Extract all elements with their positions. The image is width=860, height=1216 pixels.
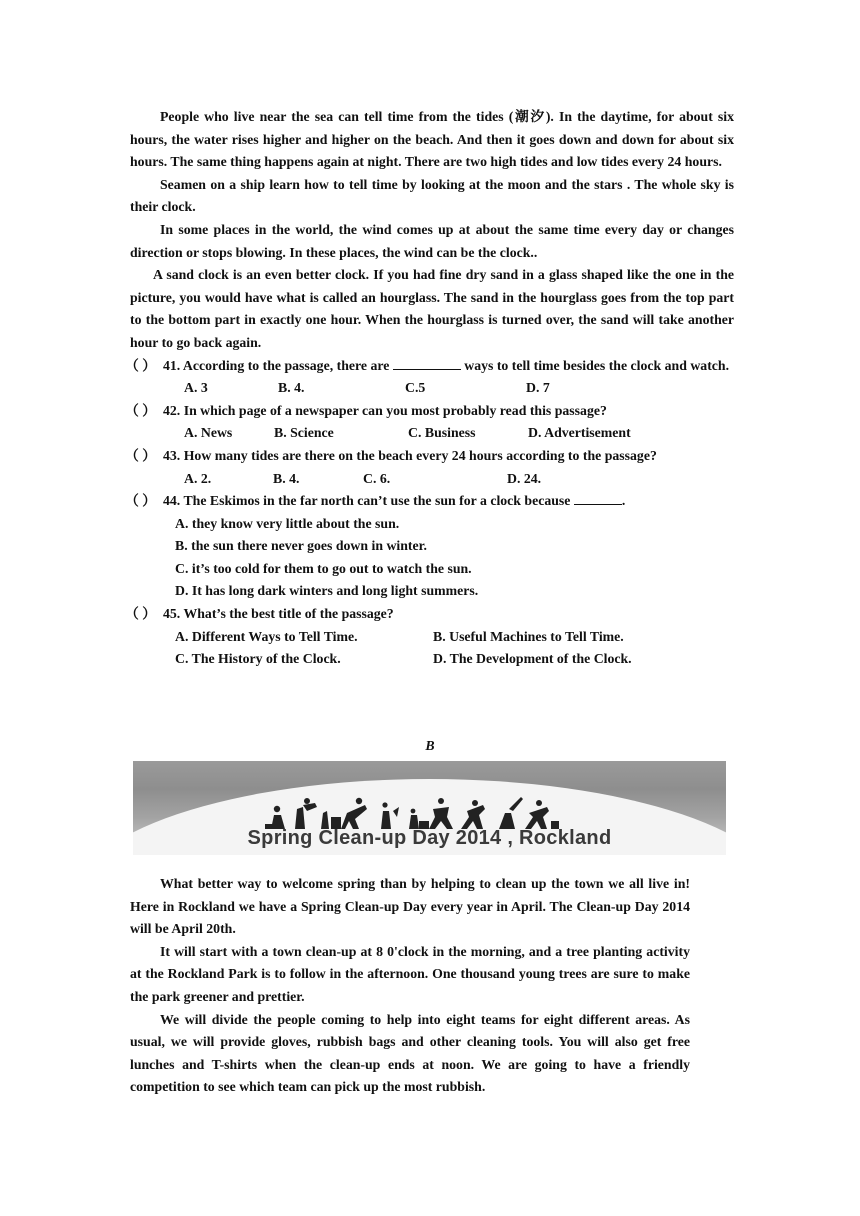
- answer-bracket[interactable]: （ ）: [125, 493, 157, 509]
- answer-blank[interactable]: [393, 355, 461, 370]
- passage-b-paragraph-2: It will start with a town clean-up at 8 0'clock in the morning, and a tree planting activity at the Rockland Park is to follow in the afternoon. One thousand young trees are sure to make the park greener and prettier.: [130, 943, 690, 1004]
- passage-a-paragraph-3: In some places in the world, the wind comes up at about the same time every day or changes direction or stops blowing. In these places, the wind can be the clock..: [130, 221, 734, 260]
- option-d[interactable]: D. 24.: [507, 470, 542, 486]
- question-43-text: 43. How many tides are there on the beach every 24 hours according to the passage?: [163, 447, 657, 463]
- question-41: [125, 355, 734, 378]
- option-c[interactable]: C. it’s too cold for them to go out to watch the sun.: [175, 560, 472, 576]
- section-b-label: B: [425, 738, 435, 753]
- banner-title: Spring Clean-up Day 2014 , Rockland: [247, 827, 612, 849]
- question-42-options: [130, 422, 734, 445]
- option-b[interactable]: B. Science: [274, 425, 334, 441]
- option-a[interactable]: A. 2.: [184, 470, 212, 486]
- option-d[interactable]: D. The Development of the Clock.: [433, 651, 632, 667]
- option-b[interactable]: B. 4.: [278, 380, 305, 396]
- option-b[interactable]: B. 4.: [273, 470, 300, 486]
- passage-b-paragraph-1: What better way to welcome spring than by helping to clean up the town we all live in! Here in Rockland we have a Spring Clean-up Day every year in April. The Clean-up Day 2014 will be April 20th.: [130, 876, 690, 937]
- cleaning-people-silhouettes-icon: [263, 791, 603, 831]
- option-d[interactable]: D. It has long dark winters and long light summers.: [175, 583, 479, 599]
- option-c[interactable]: C.5: [405, 380, 426, 396]
- passage-a: [125, 106, 734, 671]
- option-b[interactable]: B. Useful Machines to Tell Time.: [433, 628, 624, 644]
- question-45: [125, 603, 734, 626]
- question-41-text-end: ways to tell time besides the clock and watch.: [460, 357, 730, 373]
- question-44: [125, 490, 734, 513]
- question-42-text: 42. In which page of a newspaper can you most probably read this passage?: [163, 402, 607, 418]
- answer-bracket[interactable]: （ ）: [125, 402, 157, 418]
- question-45-text: 45. What’s the best title of the passage?: [163, 606, 394, 622]
- question-44-text: 44. The Eskimos in the far north can’t use the sun for a clock because: [163, 493, 574, 509]
- question-43-options: [130, 468, 734, 491]
- option-c[interactable]: C. 6.: [363, 470, 391, 486]
- option-c[interactable]: C. Business: [408, 425, 476, 441]
- passage-a-paragraph-4: A sand clock is an even better clock. If you had fine dry sand in a glass shaped like the one in the picture, you would have what is called an hourglass. The sand in the hourglass goes from the top part to the bottom part in exactly one hour. When the hourglass is turned over, the sand will take another hour to go back again.: [130, 267, 734, 350]
- passage-a-paragraph-2: Seamen on a ship learn how to tell time by looking at the moon and the stars . The whole sky is their clock.: [130, 176, 734, 215]
- option-a[interactable]: A. they know very little about the sun.: [175, 515, 400, 531]
- option-a[interactable]: A. News: [184, 425, 233, 441]
- option-d[interactable]: D. Advertisement: [528, 425, 631, 441]
- option-c[interactable]: C. The History of the Clock.: [175, 651, 341, 667]
- answer-bracket[interactable]: （ ）: [125, 606, 157, 622]
- question-42: [125, 400, 734, 423]
- clean-up-day-banner: [133, 761, 726, 855]
- answer-bracket[interactable]: （ ）: [125, 357, 157, 373]
- question-44-period: .: [621, 493, 626, 509]
- option-a[interactable]: A. 3: [184, 380, 208, 396]
- answer-blank[interactable]: [574, 490, 622, 505]
- option-d[interactable]: D. 7: [526, 380, 550, 396]
- question-41-options: [130, 377, 734, 400]
- answer-bracket[interactable]: （ ）: [125, 447, 157, 463]
- question-41-text: 41. According to the passage, there are: [163, 357, 393, 373]
- option-a[interactable]: A. Different Ways to Tell Time.: [175, 628, 358, 644]
- passage-a-paragraph-1: People who live near the sea can tell time from the tides (潮汐). In the daytime, for about six hours, the water rises higher and higher on the beach. And then it goes down and down for about six hours. The same thing happens again at night. There are two high tides and low tides every 24 hours.: [130, 109, 734, 170]
- passage-b-paragraph-3: We will divide the people coming to help into eight teams for eight different areas. As usual, we will provide gloves, rubbish bags and other cleaning tools. You will also get free lunches and T-shirts when the clean-up ends at noon. We are going to have a friendly competition to see which team can pick up the most rubbish.: [130, 1011, 690, 1095]
- question-45-options-row-2: [130, 648, 734, 671]
- question-43: [125, 445, 734, 468]
- passage-b: [130, 873, 690, 1099]
- question-45-options-row-1: [130, 626, 734, 649]
- option-b[interactable]: B. the sun there never goes down in winter.: [175, 538, 427, 554]
